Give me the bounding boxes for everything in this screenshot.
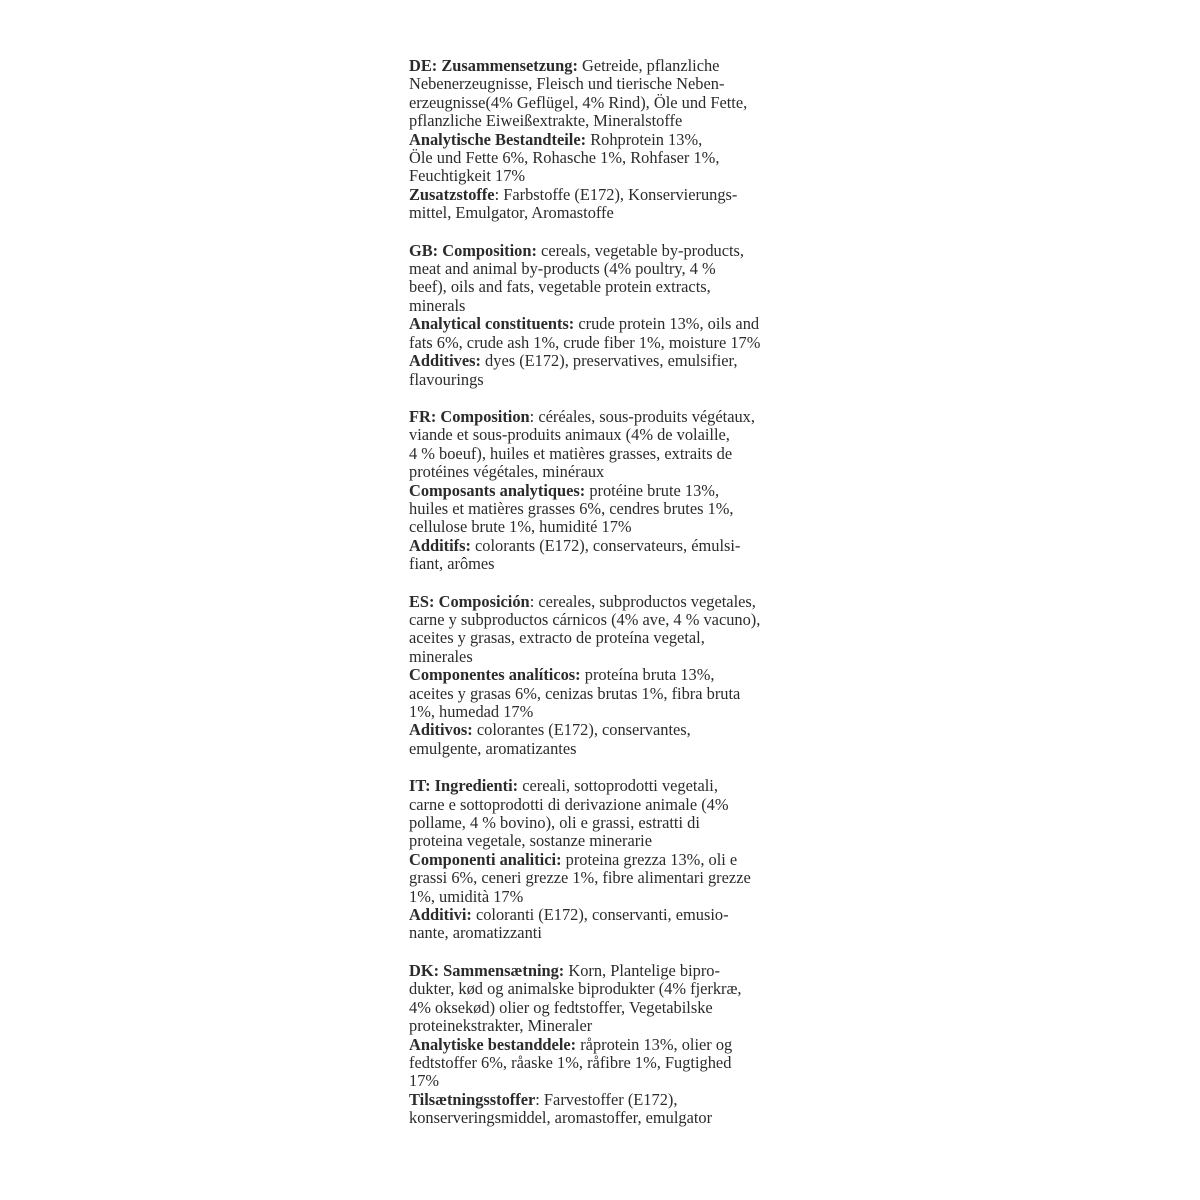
section-text: Korn, Plantelige bipro- (564, 960, 720, 980)
section-text: Öle und Fette 6%, Rohasche 1%, Rohfaser 1%, (409, 148, 720, 168)
text-line (409, 75, 809, 93)
text-line (409, 1091, 809, 1109)
text-line (409, 131, 809, 149)
section-text: proteinekstrakter, Mineraler (409, 1016, 593, 1036)
section-text: 1%, humedad 17% (409, 702, 534, 721)
section-text: mittel, Emulgator, Aromastoffe (409, 203, 614, 223)
text-line (409, 482, 809, 500)
text-line (409, 980, 809, 998)
text-line (409, 906, 809, 924)
section-heading: Componenti analitici: (409, 849, 562, 869)
section-text: cereals, vegetable by-products, (536, 240, 745, 260)
section-text: Feuchtigkeit 17% (409, 166, 526, 186)
section-text: cereali, sottoprodotti vegetali, (518, 776, 718, 796)
section-heading: Analytiske bestanddele: (409, 1034, 577, 1054)
text-line (409, 242, 809, 260)
text-line (409, 204, 809, 222)
text-line (409, 57, 809, 75)
section-text: : Farbstoffe (E172), Konservierungs- (494, 184, 738, 204)
text-line (409, 593, 809, 611)
section-text: cellulose brute 1%, humidité 17% (409, 517, 632, 537)
section-text: 1%, umidità 17% (409, 886, 524, 906)
section-text: aceites y grasas 6%, cenizas brutas 1%, fibra bruta (409, 683, 741, 703)
section-text: carne y subproductos cárnicos (4% ave, 4 % vacuno), (409, 609, 761, 629)
language-block-gb (409, 242, 809, 389)
section-text: huiles et matières grasses 6%, cendres brutes 1%, (409, 498, 734, 518)
section-heading: GB: Composition: (409, 240, 537, 260)
text-line (409, 500, 809, 518)
section-text: dukter, kød og animalske biprodukter (4% fjerkræ, (409, 979, 742, 999)
section-text: 4% oksekød) olier og fedtstoffer, Vegetabilske (409, 997, 713, 1017)
section-heading: Additivi: (409, 905, 472, 925)
text-line (409, 537, 809, 555)
text-line (409, 1054, 809, 1072)
section-text: aceites y grasas, extracto de proteína vegetal, (409, 628, 705, 648)
text-line (409, 149, 809, 167)
section-text: : Farvestoffer (E172), (535, 1089, 678, 1109)
section-heading: Tilsætningsstoffer (409, 1089, 536, 1109)
text-line (409, 832, 809, 850)
text-line (409, 278, 809, 296)
section-text: pollame, 4 % bovino), oli e grassi, estratti di (409, 813, 700, 833)
text-line (409, 463, 809, 481)
section-heading: Additifs: (409, 535, 471, 555)
section-heading: Composants analytiques: (409, 480, 586, 500)
section-heading: FR: Composition (409, 406, 530, 426)
section-text: Getreide, pflanzliche (577, 56, 720, 75)
section-text: erzeugnisse(4% Geflügel, 4% Rind), Öle und Fette, (409, 92, 748, 112)
text-line (409, 352, 809, 370)
text-line (409, 611, 809, 629)
section-text: minerales (409, 646, 473, 666)
text-line (409, 869, 809, 887)
text-line (409, 648, 809, 666)
text-line (409, 685, 809, 703)
text-line (409, 721, 809, 739)
section-heading: Aditivos: (409, 720, 473, 740)
text-line (409, 555, 809, 573)
language-block-es (409, 593, 809, 759)
text-line (409, 629, 809, 647)
section-text: Nebenerzeugnisse, Fleisch und tierische Neben- (409, 74, 725, 94)
section-text: pflanzliche Eiweißextrakte, Mineralstoffe (409, 111, 683, 131)
text-line (409, 888, 809, 906)
section-text: protéines végétales, minéraux (409, 462, 605, 482)
text-line (409, 315, 809, 333)
section-text: : céréales, sous-produits végétaux, (529, 406, 755, 426)
section-text: flavourings (409, 369, 484, 389)
section-text: konserveringsmiddel, aromastoffer, emulgator (409, 1108, 713, 1128)
text-line (409, 1072, 809, 1090)
text-line (409, 167, 809, 185)
section-heading: DK: Sammensætning: (409, 960, 565, 980)
text-line (409, 851, 809, 869)
section-text: 17% (409, 1071, 440, 1091)
language-block-it (409, 777, 809, 943)
section-heading: Analytische Bestandteile: (409, 129, 587, 149)
section-text: coloranti (E172), conservanti, emusio- (471, 905, 729, 925)
text-line (409, 1017, 809, 1035)
text-line (409, 703, 809, 721)
text-line (409, 112, 809, 130)
section-text: Rohprotein 13%, (586, 129, 703, 149)
text-line (409, 426, 809, 444)
section-text: råprotein 13%, olier og (576, 1034, 733, 1054)
text-line (409, 297, 809, 315)
section-text: fedtstoffer 6%, råaske 1%, råfibre 1%, Fugtighed (409, 1052, 732, 1072)
section-heading: Analytical constituents: (409, 314, 575, 334)
section-text: viande et sous-produits animaux (4% de volaille, (409, 425, 730, 445)
text-line (409, 777, 809, 795)
section-heading: DE: Zusammensetzung: (409, 56, 578, 75)
section-text: proteina vegetale, sostanze minerarie (409, 831, 653, 851)
text-line (409, 94, 809, 112)
section-text: emulgente, aromatizantes (409, 738, 577, 758)
section-heading: IT: Ingredienti: (409, 776, 519, 796)
text-line (409, 962, 809, 980)
section-text: proteina grezza 13%, oli e (561, 849, 738, 869)
section-text: colorantes (E172), conservantes, (472, 720, 691, 740)
section-text: dyes (E172), preservatives, emulsifier, (480, 351, 738, 371)
section-text: carne e sottoprodotti di derivazione animale (4% (409, 794, 729, 814)
text-line (409, 814, 809, 832)
section-text: protéine brute 13%, (585, 480, 720, 500)
section-text: fiant, arômes (409, 554, 495, 574)
section-text: grassi 6%, ceneri grezze 1%, fibre alimentari grezze (409, 868, 751, 888)
text-line (409, 445, 809, 463)
section-heading: Additives: (409, 351, 481, 371)
ingredients-label-text (409, 57, 809, 1147)
section-text: proteína bruta 13%, (580, 665, 715, 685)
language-block-dk (409, 962, 809, 1128)
text-line (409, 518, 809, 536)
language-block-fr (409, 408, 809, 574)
section-text: minerals (409, 295, 466, 315)
text-line (409, 260, 809, 278)
section-heading: Componentes analíticos: (409, 665, 581, 685)
text-line (409, 408, 809, 426)
text-line (409, 924, 809, 942)
text-line (409, 999, 809, 1017)
text-line (409, 371, 809, 389)
text-line (409, 666, 809, 684)
text-line (409, 1036, 809, 1054)
text-line (409, 740, 809, 758)
language-block-de (409, 57, 809, 223)
section-text: fats 6%, crude ash 1%, crude fiber 1%, moisture 17% (409, 332, 761, 352)
text-line (409, 1109, 809, 1127)
section-text: beef), oils and fats, vegetable protein extracts, (409, 277, 711, 297)
text-line (409, 796, 809, 814)
section-text: 4 % boeuf), huiles et matières grasses, extraits de (409, 443, 733, 463)
section-heading: Zusatzstoffe (409, 184, 495, 204)
section-text: crude protein 13%, oils and (574, 314, 760, 334)
section-heading: ES: Composición (409, 591, 530, 611)
text-line (409, 186, 809, 204)
section-text: colorants (E172), conservateurs, émulsi- (470, 535, 741, 555)
section-text: : cereales, subproductos vegetales, (529, 591, 756, 611)
section-text: nante, aromatizzanti (409, 923, 542, 943)
section-text: meat and animal by-products (4% poultry, 4 % (409, 259, 716, 279)
text-line (409, 334, 809, 352)
